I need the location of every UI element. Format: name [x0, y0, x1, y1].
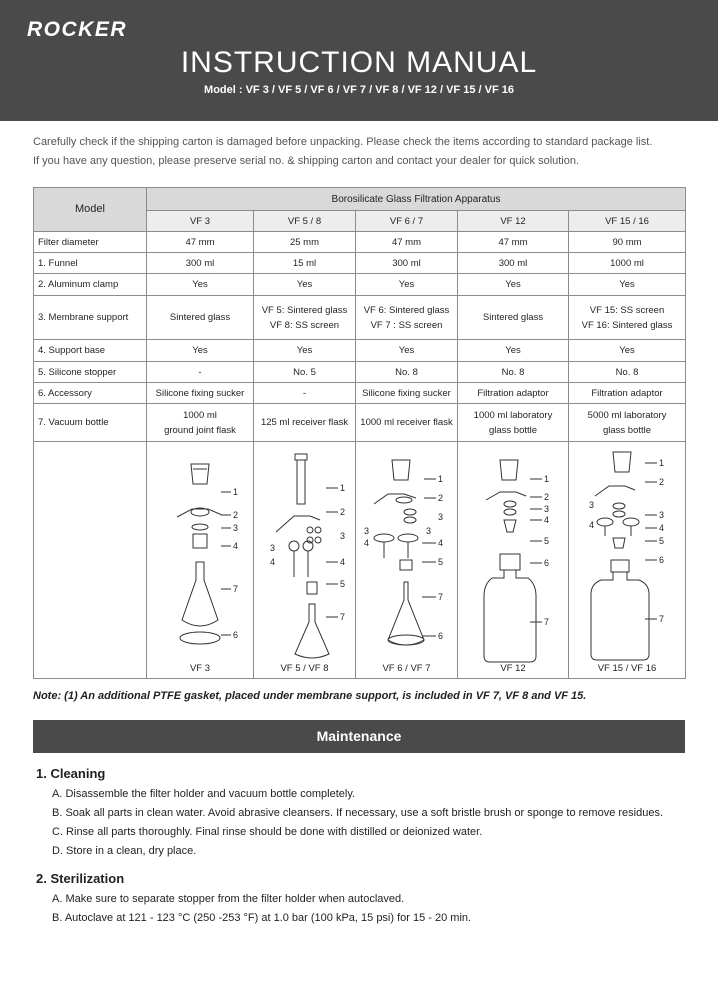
table-cell: [356, 362, 458, 383]
cell-line: 15 ml: [292, 257, 317, 269]
table-row: [34, 253, 686, 274]
callout-label: 6: [438, 631, 444, 641]
table-cell: [356, 253, 458, 274]
table-cell: [254, 232, 356, 253]
drawing-vf5-vf8: [254, 442, 356, 679]
table-row: [34, 296, 686, 340]
cell-line: 1000 ml: [610, 257, 644, 269]
table-cell: [147, 253, 254, 274]
cell-line: Yes: [505, 279, 521, 290]
cell-line: Yes: [192, 279, 208, 290]
drawing-vf15-vf16: [569, 442, 686, 679]
drawing-row-blank: [34, 442, 147, 679]
cell-line: Yes: [505, 345, 521, 356]
callout-label: 3: [589, 500, 595, 510]
table-cell: [458, 274, 569, 296]
callout-label: 5: [438, 557, 444, 567]
row-label: 7. Vacuum bottle: [34, 404, 147, 442]
row-label: 5. Silicone stopper: [34, 362, 147, 383]
intro-line-2: If you have any question, please preserve serial no. & shipping carton and contact your dealer for quick solution.: [33, 155, 580, 167]
table-cell: [569, 232, 686, 253]
callout-label: 4: [544, 515, 550, 525]
table-cell: [356, 404, 458, 442]
table-cell: [147, 340, 254, 362]
intro-line-1: Carefully check if the shipping carton is damaged before unpacking. Please check the items according to standard package list.: [33, 136, 653, 148]
table-cell: [356, 232, 458, 253]
cell-line: No. 5: [293, 366, 316, 378]
model-header: Model: [34, 188, 147, 232]
cell-line: 300 ml: [185, 257, 215, 269]
callout-label: 5: [659, 536, 665, 546]
row-label: 6. Accessory: [34, 383, 147, 404]
cell-line: VF 7 : SS screen: [370, 319, 443, 331]
table-cell: [147, 362, 254, 383]
vf67-exploded-diagram: [356, 442, 457, 678]
drawing-vf12: [458, 442, 569, 679]
table-row: [34, 232, 686, 253]
table-cell: [254, 253, 356, 274]
callout-label: 2: [340, 507, 346, 517]
cleaning-step: C. Rinse all parts thoroughly. Final rinse should be done with distilled or deionized water.: [52, 826, 483, 838]
cell-line: VF 8: SS screen: [269, 319, 340, 331]
header-banner: [0, 0, 718, 121]
table-cell: [569, 296, 686, 340]
funnel-shape: [392, 460, 410, 480]
cell-line: -: [198, 366, 202, 378]
callout-label: 4: [340, 557, 346, 567]
table-cell: [569, 383, 686, 404]
table-cell: [147, 383, 254, 404]
cell-line: glass bottle: [488, 424, 538, 436]
spec-table: [33, 187, 686, 679]
table-row: [34, 362, 686, 383]
callout-label: 7: [438, 592, 444, 602]
callout-label: 5: [340, 579, 346, 589]
cell-line: Yes: [296, 345, 313, 356]
table-cell: [458, 232, 569, 253]
callout-label: 6: [659, 555, 665, 565]
cell-line: No. 8: [501, 366, 525, 378]
page-title: INSTRUCTION MANUAL: [180, 46, 538, 79]
cell-line: VF 15: SS screen: [589, 304, 665, 316]
table-cell: [569, 340, 686, 362]
table-cell: [254, 383, 356, 404]
model-list: Model : VF 3 / VF 5 / VF 6 / VF 7 / VF 8 / VF 12 / VF 15 / VF 16: [204, 84, 514, 96]
drawing-label: VF 6 / VF 7: [382, 663, 431, 674]
callout-label: 3: [438, 512, 444, 522]
table-cell: [356, 296, 458, 340]
callout-label: 3: [544, 504, 550, 514]
table-row: [34, 383, 686, 404]
drawing-label: VF 15 / VF 16: [597, 663, 657, 674]
callout-label: 1: [544, 474, 550, 484]
cell-line: Yes: [398, 345, 415, 356]
cell-line: Silicone fixing sucker: [155, 387, 245, 399]
cell-line: Yes: [296, 279, 313, 290]
cell-line: 47 mm: [498, 236, 528, 248]
maintenance-heading: Maintenance: [33, 720, 685, 753]
cell-line: 1000 ml: [183, 409, 217, 421]
group-header: Borosilicate Glass Filtration Apparatus: [147, 188, 686, 211]
cell-line: 90 mm: [612, 236, 642, 248]
vf12-exploded-diagram: [458, 442, 568, 678]
column-header: VF 3: [147, 211, 254, 232]
cleaning-step: B. Soak all parts in clean water. Avoid abrasive cleansers. If necessary, use a soft bristle brush or sponge to remove residues.: [52, 807, 664, 819]
cell-line: Yes: [619, 279, 635, 290]
cleaning-step: D. Store in a clean, dry place.: [52, 845, 197, 857]
callout-label: 2: [233, 510, 239, 520]
cell-line: VF 6: Sintered glass: [363, 304, 450, 316]
note-text: Note: (1) An additional PTFE gasket, placed under membrane support, is included in VF 7, VF 8 and VF 15.: [33, 690, 587, 702]
table-cell: [569, 253, 686, 274]
callout-label: 4: [364, 538, 370, 548]
callout-label: 6: [544, 558, 550, 568]
cell-line: VF 5: Sintered glass: [261, 304, 348, 316]
cell-line: Yes: [192, 345, 208, 356]
table-cell: [147, 296, 254, 340]
callout-label: 2: [544, 492, 550, 502]
bottle-shape: [591, 572, 649, 660]
callout-label: 1: [340, 483, 346, 493]
cell-line: ground joint flask: [164, 424, 236, 436]
callout-label: 4: [438, 538, 444, 548]
table-cell: [254, 404, 356, 442]
cell-line: 300 ml: [498, 257, 528, 269]
flask-shape: [388, 582, 424, 645]
vf3-exploded-diagram: [147, 442, 253, 678]
row-label: 1. Funnel: [34, 253, 147, 274]
callout-label: 7: [233, 584, 239, 594]
cell-line: Silicone fixing sucker: [362, 387, 451, 399]
table-row: [34, 274, 686, 296]
cleaning-step: A. Disassemble the filter holder and vacuum bottle completely.: [52, 788, 356, 800]
table-cell: [254, 362, 356, 383]
table-cell: [458, 383, 569, 404]
callout-label: 2: [659, 477, 665, 487]
funnel-shape: [297, 460, 305, 504]
cell-line: Yes: [398, 279, 415, 290]
cell-line: 47 mm: [391, 236, 422, 248]
table-cell: [356, 383, 458, 404]
cell-line: Filtration adaptor: [477, 387, 549, 399]
callout-label: 3: [340, 531, 346, 541]
drawing-vf6-vf7: [356, 442, 458, 679]
cell-line: glass bottle: [602, 424, 652, 436]
table-cell: [147, 232, 254, 253]
callout-label: 6: [233, 630, 239, 640]
brand-logo: ROCKER: [27, 18, 128, 41]
table-cell: [356, 340, 458, 362]
table-cell: [458, 404, 569, 442]
cell-line: 125 ml receiver flask: [260, 417, 349, 428]
table-row: [34, 340, 686, 362]
drawing-vf3: [147, 442, 254, 679]
callout-label: 4: [233, 541, 239, 551]
funnel-shape: [613, 452, 631, 472]
table-cell: [458, 253, 569, 274]
row-label: 2. Aluminum clamp: [34, 274, 147, 296]
cell-line: VF 16: Sintered glass: [581, 319, 673, 331]
vf58-exploded-diagram: [254, 442, 355, 678]
callout-label: 2: [438, 493, 444, 503]
table-cell: [458, 362, 569, 383]
callout-label: 7: [340, 612, 346, 622]
sterilization-step: A. Make sure to separate stopper from the filter holder when autoclaved.: [52, 893, 405, 905]
funnel-shape: [500, 460, 518, 480]
table-cell: [254, 296, 356, 340]
callout-label: 5: [544, 536, 550, 546]
flask-shape: [182, 562, 218, 626]
cell-line: Sintered glass: [482, 312, 544, 323]
cell-line: 300 ml: [392, 257, 421, 269]
flask-shape: [295, 604, 329, 658]
sterilization-step: B. Autoclave at 121 - 123 °C (250 -253 °F) at 1.0 bar (100 kPa, 15 psi) for 15 - 20 min.: [52, 912, 472, 924]
callout-label: 3: [659, 510, 665, 520]
cell-line: Yes: [619, 345, 635, 356]
table-cell: [254, 340, 356, 362]
callout-label: 3: [270, 543, 276, 553]
cell-line: 25 mm: [289, 236, 320, 248]
cell-line: 1000 ml receiver flask: [360, 417, 453, 428]
callout-label: 4: [659, 523, 665, 533]
cell-line: No. 8: [615, 366, 639, 378]
table-cell: [569, 274, 686, 296]
column-header: VF 5 / 8: [254, 211, 356, 232]
table-cell: [458, 296, 569, 340]
funnel-shape: [191, 464, 209, 484]
callout-label: 4: [589, 520, 595, 530]
column-header: VF 6 / 7: [356, 211, 458, 232]
cell-line: Sintered glass: [169, 312, 231, 323]
callout-label: 1: [438, 474, 444, 484]
sterilization-title: 2. Sterilization: [36, 871, 125, 886]
table-cell: [569, 362, 686, 383]
table-cell: [147, 274, 254, 296]
drawing-label: VF 3: [189, 663, 211, 674]
cell-line: No. 8: [395, 366, 418, 378]
cell-line: 47 mm: [185, 236, 215, 248]
callout-label: 3: [364, 526, 370, 536]
cell-line: 5000 ml laboratory: [587, 409, 667, 421]
bottle-shape: [484, 570, 536, 662]
cell-line: 1000 ml laboratory: [473, 409, 553, 421]
table-cell: [254, 274, 356, 296]
column-header: VF 12: [458, 211, 569, 232]
callout-label: 1: [659, 458, 665, 468]
cell-line: Filtration adaptor: [591, 387, 663, 399]
cell-line: -: [302, 387, 307, 399]
cleaning-title: 1. Cleaning: [36, 766, 106, 781]
vf1516-exploded-diagram: [569, 442, 685, 678]
callout-label: 3: [426, 526, 432, 536]
table-cell: [458, 340, 569, 362]
row-label: 4. Support base: [34, 340, 147, 362]
row-label: Filter diameter: [34, 232, 147, 253]
column-header: VF 15 / 16: [569, 211, 686, 232]
callout-label: 7: [659, 614, 665, 624]
callout-label: 4: [270, 557, 276, 567]
callout-label: 3: [233, 523, 239, 533]
drawing-label: VF 5 / VF 8: [280, 663, 329, 674]
table-cell: [147, 404, 254, 442]
table-row: [34, 404, 686, 442]
drawing-label: VF 12: [500, 663, 526, 674]
row-label: 3. Membrane support: [34, 296, 147, 340]
table-cell: [569, 404, 686, 442]
table-cell: [356, 274, 458, 296]
callout-label: 1: [233, 487, 239, 497]
callout-label: 7: [544, 617, 550, 627]
